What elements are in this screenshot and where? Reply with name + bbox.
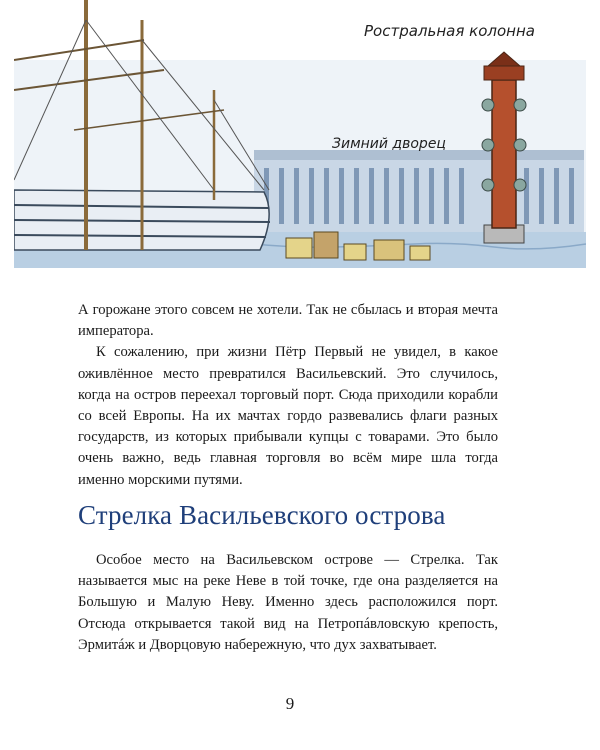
body-text-bottom	[78, 550, 498, 656]
paragraph: К сожалению, при жизни Пётр Первый не увидел, в какое оживлённое место превратился Васильевский. Это случилось, когда на остров переехал торговый порт. Сюда приходили корабли со всей Европы. На их мачтах гордо развевались флаги разных государств, из которых прибывали купцы с товарами. Это было очень важно, ведь главная торговля во всём мире шла тогда именно морскими путями.	[78, 344, 498, 488]
illustration-rostral-column	[14, 0, 586, 282]
page-number: 9	[285, 694, 295, 713]
section-heading: Стрелка Васильевского острова	[78, 500, 446, 530]
paragraph: А горожане этого совсем не хотели. Так не сбылась и вторая мечта императора.	[78, 302, 498, 340]
label-rostral-column: Ростральная колонна	[364, 22, 535, 40]
label-winter-palace: Зимний дворец	[332, 136, 446, 152]
body-text-top	[78, 300, 498, 491]
paragraph: Особое место на Васильевском острове — Стрелка. Так называется мыс на реке Неве в той точке, где она разделяется на Большую и Малую Неву. Именно здесь расположился порт. Отсюда открывается такой вид на Петропáвловскую крепость, Эрмитáж и Дворцовую набережную, что дух захватывает.	[78, 552, 498, 653]
winter-palace	[254, 150, 584, 238]
